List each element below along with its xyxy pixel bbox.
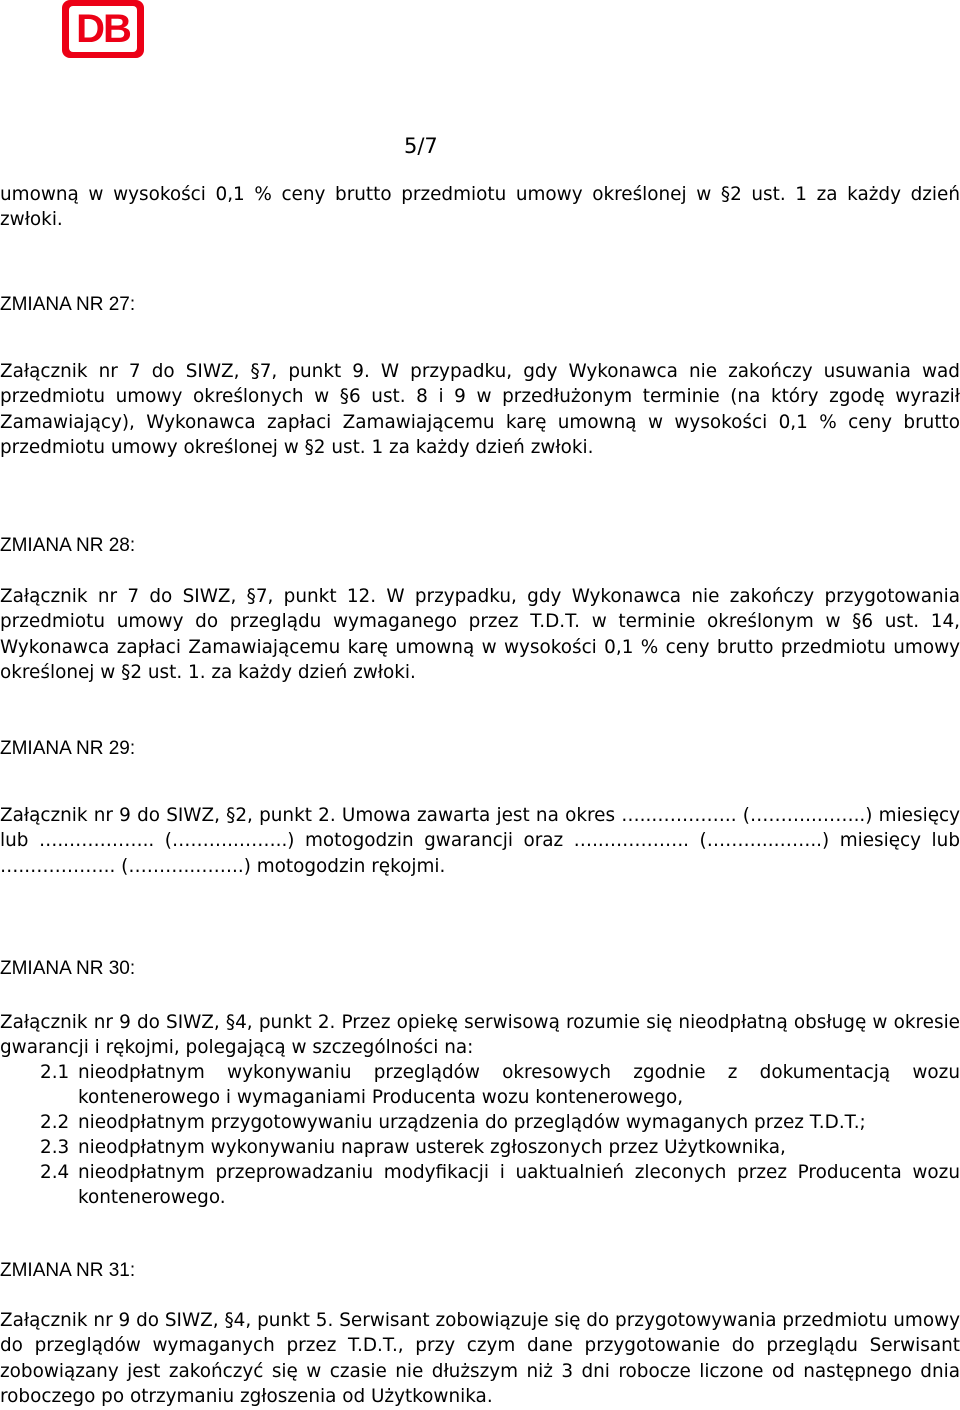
list-item-text: nieodpłatnym wykonywaniu napraw usterek zgłoszonych przez Użytkownika, xyxy=(78,1137,786,1158)
section-heading-30: ZMIANA NR 30: xyxy=(0,958,136,979)
db-logo-text: DB xyxy=(69,6,137,52)
list-item-text: nieodpłatnym przygotowywaniu urządzenia do przeglądów wymaganych przez T.D.T.; xyxy=(78,1112,866,1133)
list-item xyxy=(40,1135,960,1160)
section-heading-31: ZMIANA NR 31: xyxy=(0,1260,136,1281)
section-body-27: Załącznik nr 7 do SIWZ, §7, punkt 9. W przypadku, gdy Wykonawca nie zakończy usuwania wad przedmiotu umowy określonych w §6 ust. 8 i 9 w przedłużonym terminie (na który zgodę wyraził Zamawiający), Wykonawca zapłaci Zamawiającemu karę umowną w wysokości 0,1 % ceny brutto przedmiotu umowy określonej w §2 ust. 1 za każdy dzień zwłoki. xyxy=(0,361,960,458)
section-body-31: Załącznik nr 9 do SIWZ, §4, punkt 5. Serwisant zobowiązuje się do przygotowywania przedmiotu umowy do przeglądów wymaganych przez T.D.T., przy czym dane przygotowanie do przeglądu Serwisant zobowiązany jest zakończyć się w czasie nie dłuższym niż 3 dni robocze liczone od następnego dnia roboczego po otrzymaniu zgłoszenia od Użytkownika. xyxy=(0,1310,960,1407)
list-item-number: 2.3 xyxy=(40,1137,70,1158)
section-body-29: Załącznik nr 9 do SIWZ, §2, punkt 2. Umowa zawarta jest na okres …..………….. (………..……..) miesięcy lub …..………….. (………..……..) motogodzin gwarancji oraz …..………….. (………..……..) miesięcy lub …..………….. (………..……..) motogodzin rękojmi. xyxy=(0,805,960,877)
section-heading-28: ZMIANA NR 28: xyxy=(0,535,136,556)
section-body-30: Załącznik nr 9 do SIWZ, §4, punkt 2. Przez opiekę serwisową rozumie się nieodpłatną obsługę w okresie gwarancji i rękojmi, polegającą w szczególności na: xyxy=(0,1012,960,1059)
list-item-number: 2.2 xyxy=(40,1112,70,1133)
section-body-28: Załącznik nr 7 do SIWZ, §7, punkt 12. W przypadku, gdy Wykonawca nie zakończy przygotowania przedmiotu umowy do przeglądu wymaganego przez T.D.T. w terminie określonym w §6 ust. 14, Wykonawca zapłaci Zamawiającemu karę umowną w wysokości 0,1 % ceny brutto przedmiotu umowy określonej w §2 ust. 1. za każdy dzień zwłoki. xyxy=(0,586,960,683)
list-item xyxy=(40,1160,960,1210)
page-number: 5/7 xyxy=(404,134,438,158)
db-logo xyxy=(62,0,144,58)
list-item xyxy=(40,1110,960,1135)
list-item-number: 2.1 xyxy=(40,1062,70,1083)
intro-paragraph: umowną w wysokości 0,1 % ceny brutto przedmiotu umowy określonej w §2 ust. 1 za każdy dzień zwłoki. xyxy=(0,184,960,231)
list-item-text: nieodpłatnym przeprowadzaniu modyfikacji i uaktualnień zleconych przez Producenta wozu kontenerowego. xyxy=(78,1162,960,1208)
section-heading-29: ZMIANA NR 29: xyxy=(0,738,136,759)
service-list xyxy=(40,1060,960,1210)
list-item-number: 2.4 xyxy=(40,1162,70,1183)
list-item-text: nieodpłatnym wykonywaniu przeglądów okresowych zgodnie z dokumentacją wozu kontenerowego i wymaganiami Producenta wozu kontenerowego, xyxy=(78,1062,960,1108)
section-heading-27: ZMIANA NR 27: xyxy=(0,294,136,315)
list-item xyxy=(40,1060,960,1110)
